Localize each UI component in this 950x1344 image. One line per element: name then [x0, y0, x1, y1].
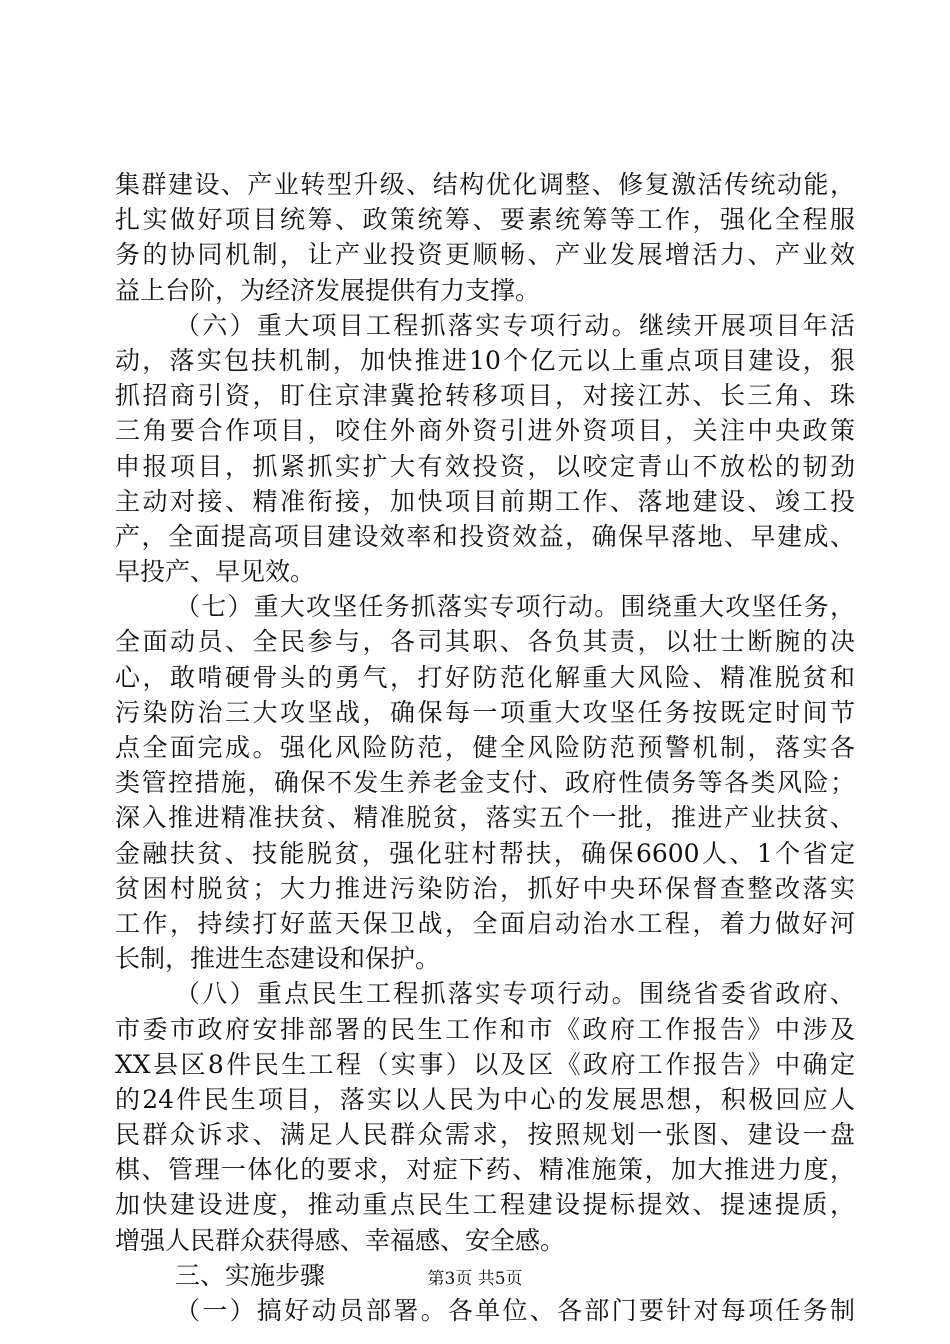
text-line: 市委市政府安排部署的民生工作和市《政府工作报告》中涉及 — [115, 1014, 855, 1044]
text-line: 早投产、早见效。 — [115, 557, 316, 587]
text-line: 深入推进精准扶贫、精准脱贫，落实五个一批，推进产业扶贫、 — [115, 803, 855, 833]
text-line: 益上台阶，为经济发展提供有力支撑。 — [115, 275, 541, 305]
text-line: 加快建设进度，推动重点民生工程建设提标提效、提速提质， — [115, 1190, 855, 1220]
text-line: 民群众诉求、满足人民群众需求，按照规划一张图、建设一盘 — [115, 1120, 855, 1150]
document-body — [115, 167, 855, 1328]
text-line: 动，落实包扶机制，加快推进10个亿元以上重点项目建设，狠 — [115, 345, 855, 375]
text-line: 点全面完成。强化风险防范，健全风险防范预警机制，落实各 — [115, 733, 855, 762]
text-line: 污染防治三大攻坚战，确保每一项重大攻坚任务按既定时间节 — [115, 697, 855, 727]
text-line: 贫困村脱贫；大力推进污染防治，抓好中央环保督查整改落实 — [115, 873, 855, 903]
text-line: XX县区8件民生工程（实事）以及区《政府工作报告》中确定 — [115, 1049, 855, 1079]
page-footer: 第3页 共5页 — [427, 1269, 523, 1289]
text-line: 三角要合作项目，咬住外商外资引进外资项目，关注中央政策 — [115, 416, 855, 446]
text-line: （六）重大项目工程抓落实专项行动。继续开展项目年活 — [175, 310, 855, 340]
text-line: 增强人民群众获得感、幸福感、安全感。 — [115, 1225, 566, 1255]
text-line: 三、实施步骤 — [175, 1260, 326, 1290]
text-line: 的24件民生项目，落实以人民为中心的发展思想，积极回应人 — [115, 1084, 855, 1114]
text-line: （一）搞好动员部署。各单位、各部门要针对每项任务制 — [175, 1296, 855, 1325]
text-line: 长制，推进生态建设和保护。 — [115, 944, 441, 974]
text-line: 扎实做好项目统筹、政策统筹、要素统筹等工作，强化全程服 — [115, 205, 855, 235]
text-line: 金融扶贫、技能脱贫，强化驻村帮扶，确保6600人、1个省定 — [115, 838, 855, 868]
text-line: 主动对接、精准衔接，加快项目前期工作、落地建设、竣工投 — [115, 486, 855, 516]
text-line: 棋、管理一体化的要求，对症下药、精准施策，加大推进力度， — [115, 1155, 855, 1185]
text-line: 心，敢啃硬骨头的勇气，打好防范化解重大风险、精准脱贫和 — [115, 662, 855, 692]
text-line: 集群建设、产业转型升级、结构优化调整、修复激活传统动能， — [115, 170, 855, 199]
text-line: （八）重点民生工程抓落实专项行动。围绕省委省政府、 — [175, 979, 855, 1009]
text-line: 工作，持续打好蓝天保卫战，全面启动治水工程，着力做好河 — [115, 908, 855, 938]
text-line: 务的协同机制，让产业投资更顺畅、产业发展增活力、产业效 — [115, 240, 855, 270]
text-line: 抓招商引资，盯住京津冀抢转移项目，对接江苏、长三角、珠 — [115, 381, 855, 411]
text-line: 类管控措施，确保不发生养老金支付、政府性债务等各类风险； — [115, 768, 855, 798]
text-line: （七）重大攻坚任务抓落实专项行动。围绕重大攻坚任务， — [175, 592, 855, 622]
text-line: 产，全面提高项目建设效率和投资效益，确保早落地、早建成、 — [115, 521, 855, 551]
text-line: 全面动员、全民参与，各司其职、各负其责，以壮士断腕的决 — [115, 627, 855, 657]
text-line: 申报项目，抓紧抓实扩大有效投资，以咬定青山不放松的韧劲 — [115, 451, 855, 481]
